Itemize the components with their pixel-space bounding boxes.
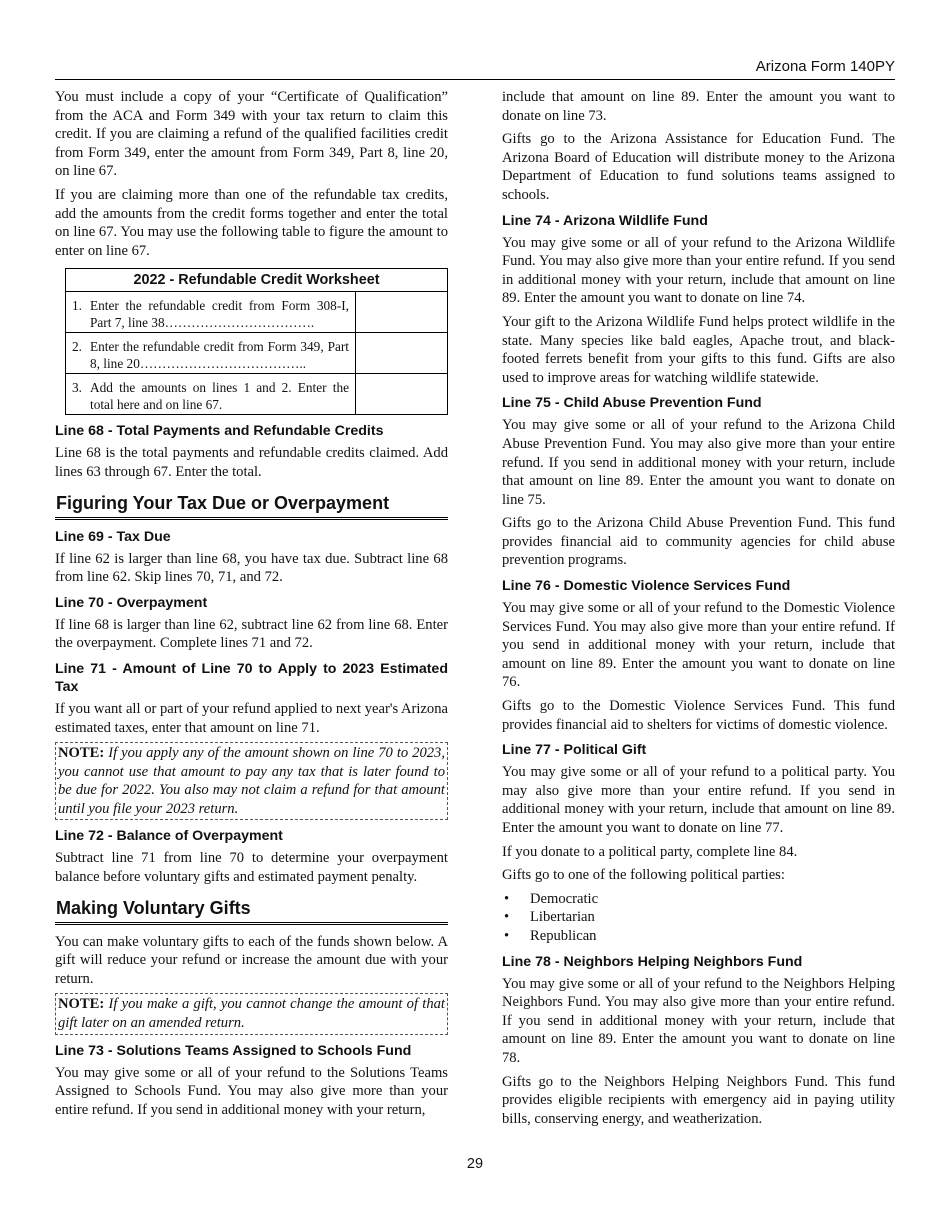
worksheet-row-number: 1. bbox=[72, 298, 82, 314]
worksheet-row bbox=[66, 292, 448, 333]
line73-text: You may give some or all of your refund to the Solutions Teams Assigned to Schools Fund. You may also give more than your entire refund. If you send in additional money with your return, bbox=[55, 1064, 448, 1118]
line73-heading: Line 73 - Solutions Teams Assigned to Schools Fund bbox=[55, 1042, 412, 1059]
worksheet-row-text: Add the amounts on lines 1 and 2. Enter the total here and on line 67. bbox=[90, 380, 349, 413]
line72-heading: Line 72 - Balance of Overpayment bbox=[55, 828, 283, 845]
line75-text: You may give some or all of your refund to the Arizona Child Abuse Prevention Fund. You may also give more than your entire refund. If you send in additional money with your return, include that amount on line 89. Enter the amount you want to donate on line 75. bbox=[502, 417, 895, 508]
line78-heading: Line 78 - Neighbors Helping Neighbors Fund bbox=[502, 953, 803, 970]
intro-paragraph-1: You must include a copy of your “Certificate of Qualification” from the ACA and Form 349 with your tax return to claim this credit. If you are claiming a refund of the qualified facilities credit from Form 349, enter the amount from Form 349, Part 8, line 20, on line 67. bbox=[55, 89, 448, 180]
intro-paragraph-2: If you are claiming more than one of the refundable tax credits, add the amounts from the credit forms together and enter the total on line 67. You may use the following table to figure the amount to enter on line 67. bbox=[55, 186, 448, 259]
line72-text: Subtract line 71 from line 70 to determine your overpayment balance before voluntary gifts and estimated payment penalty. bbox=[55, 850, 448, 886]
worksheet-row-text: Enter the refundable credit from Form 308-I, Part 7, line 38……………………………. bbox=[90, 298, 349, 331]
form-title: Arizona Form 140PY bbox=[755, 58, 895, 75]
worksheet-amount-cell[interactable] bbox=[356, 374, 448, 415]
section-tax-due-heading: Figuring Your Tax Due or Overpayment bbox=[55, 492, 448, 520]
line68-heading: Line 68 - Total Payments and Refundable Credits bbox=[55, 423, 384, 440]
list-item: • Republican bbox=[502, 927, 895, 946]
header-rule bbox=[55, 79, 895, 80]
line69-text: If line 62 is larger than line 68, you have tax due. Subtract line 68 from line 62. Skip lines 70, 71, and 72. bbox=[55, 550, 448, 586]
line76-gifts-text: Gifts go to the Domestic Violence Services Fund. This fund provides financial aid to shelters for victims of domestic violence. bbox=[502, 698, 895, 733]
line68-text: Line 68 is the total payments and refundable credits claimed. Add lines 63 through 67. Enter the total. bbox=[55, 445, 448, 480]
line74-text: You may give some or all of your refund to the Arizona Wildlife Fund. You may also give more than your entire refund. If you send in additional money with your return, include that amount on line 89. Enter the amount you want to donate on line 74. bbox=[502, 234, 895, 307]
line77-parties-intro: Gifts go to one of the following political parties: bbox=[502, 867, 785, 884]
line75-gifts-text: Gifts go to the Arizona Child Abuse Prevention Fund. This fund provides financial aid to community agencies for child abuse prevention programs. bbox=[502, 515, 895, 569]
worksheet-amount-cell[interactable] bbox=[356, 333, 448, 374]
worksheet-row-number: 3. bbox=[72, 380, 82, 396]
line76-heading: Line 76 - Domestic Violence Services Fund bbox=[502, 578, 791, 595]
list-item: • Libertarian bbox=[502, 908, 895, 927]
worksheet-row-number: 2. bbox=[72, 339, 82, 355]
right-column bbox=[502, 88, 895, 1133]
line74-heading: Line 74 - Arizona Wildlife Fund bbox=[502, 212, 708, 229]
section-voluntary-gifts-heading: Making Voluntary Gifts bbox=[55, 897, 448, 925]
line75-heading: Line 75 - Child Abuse Prevention Fund bbox=[502, 395, 762, 412]
line78-gifts-text: Gifts go to the Neighbors Helping Neighbors Fund. This fund provides eligible recipients with emergency aid in paying utility bills, conserving energy, and weatherization. bbox=[502, 1073, 895, 1127]
line77-text: You may give some or all of your refund to a political party. You may also give more than your entire refund. If you send in additional money with your return, include that amount on line 89. Enter the amount you want to donate on line 77. bbox=[502, 764, 895, 836]
worksheet-row bbox=[66, 374, 448, 415]
line71-text: If you want all or part of your refund applied to next year's Arizona estimated taxes, enter that amount on line 71. bbox=[55, 700, 448, 736]
line77-heading: Line 77 - Political Gift bbox=[502, 742, 647, 759]
note-text: If you make a gift, you cannot change the amount of that gift later on an amended return. bbox=[58, 996, 445, 1032]
line70-heading: Line 70 - Overpayment bbox=[55, 594, 208, 611]
page-number: 29 bbox=[466, 1156, 484, 1172]
line71-heading: Line 71 - Amount of Line 70 to Apply to 2023 Estimated Tax bbox=[55, 660, 448, 695]
line73-gifts-text: Gifts go to the Arizona Assistance for Education Fund. The Arizona Board of Education will distribute money to the Arizona Department of Education to fund solutions teams assigned to schools. bbox=[502, 131, 895, 203]
political-parties-list bbox=[502, 890, 895, 946]
worksheet-row bbox=[66, 333, 448, 374]
note-label: NOTE: bbox=[58, 745, 105, 762]
worksheet-title: 2022 - Refundable Credit Worksheet bbox=[66, 269, 448, 292]
list-item: • Democratic bbox=[502, 890, 895, 909]
refundable-credit-worksheet bbox=[65, 268, 448, 415]
line73-text-continued: include that amount on line 89. Enter the amount you want to donate on line 73. bbox=[502, 89, 895, 124]
note-gift-amended bbox=[55, 993, 448, 1034]
line76-text: You may give some or all of your refund to the Domestic Violence Services Fund. You may also give more than your entire refund. If you send in additional money with your return, include that amount on line 89. Enter the amount you want to donate on line 76. bbox=[502, 600, 895, 691]
line77-donate-text: If you donate to a political party, complete line 84. bbox=[502, 843, 798, 860]
line69-heading: Line 69 - Tax Due bbox=[55, 528, 171, 545]
note-line70-apply bbox=[55, 742, 448, 820]
left-column bbox=[55, 88, 448, 1124]
note-text: If you apply any of the amount shown on line 70 to 2023, you cannot use that amount to pay any tax that is later found to be due for 2022. You also may not claim a refund for that amount until you file your 2023 return. bbox=[58, 745, 445, 817]
line78-text: You may give some or all of your refund to the Neighbors Helping Neighbors Fund. You may also give more than your entire refund. If you send in additional money with your return, include that amount on line 89. Enter the amount you want to donate on line 78. bbox=[502, 975, 895, 1066]
note-label: NOTE: bbox=[58, 996, 105, 1013]
line70-text: If line 68 is larger than line 62, subtract line 62 from line 68. Enter the overpayment. Complete lines 71 and 72. bbox=[55, 616, 448, 652]
worksheet-amount-cell[interactable] bbox=[356, 292, 448, 333]
gifts-intro-text: You can make voluntary gifts to each of the funds shown below. A gift will reduce your refund or increase the amount due with your return. bbox=[55, 933, 448, 987]
line74-gifts-text: Your gift to the Arizona Wildlife Fund helps protect wildlife in the state. Many species like bald eagles, Apache trout, and black-footed ferrets benefit from your gifts to this fund. Gifts are also used to improve areas for watching wildlife statewide. bbox=[502, 313, 895, 386]
worksheet-row-text: Enter the refundable credit from Form 349, Part 8, line 20……………………………….. bbox=[90, 339, 349, 372]
